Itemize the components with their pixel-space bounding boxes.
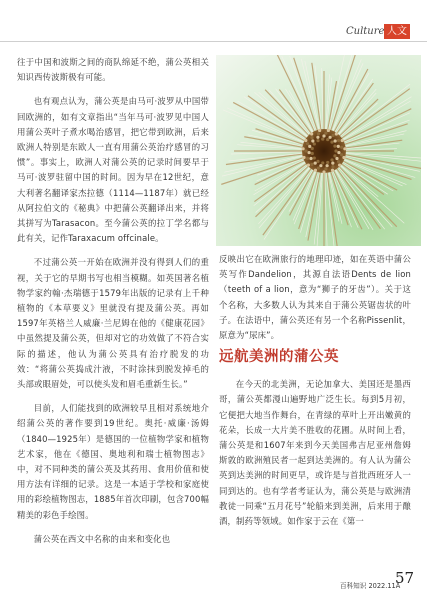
seed-dot [310, 136, 313, 139]
seed-dot [313, 156, 316, 159]
seed-dot [341, 139, 344, 142]
seed-dot [337, 139, 340, 142]
seed-dot [319, 164, 322, 167]
right-intro-paragraph: 反映出它在欧洲旅行的地理印迹，如在英语中蒲公英写作Dandelion，其源自法语Dents de lion（teeth of a lion，意为“狮子的牙齿”）。关于这个名称，大多数人认为其来自于蒲公英锯齿状的叶子。在法语中，蒲公英还有另一个名称Pissenlit，原意为“尿床”。 [219, 254, 411, 341]
seed-dot [314, 162, 317, 165]
page-number: 57 [395, 569, 415, 587]
seed-dot [306, 142, 309, 145]
seed-dot [322, 170, 325, 173]
seed-dot [321, 137, 324, 140]
seed-dot [316, 136, 319, 139]
right-text-column [219, 252, 411, 529]
seed-dot [340, 153, 343, 156]
left-text-column [17, 55, 209, 547]
left-paragraph-5: 蒲公英在西文中名称的由来和变化也 [33, 533, 171, 544]
seed-dot [337, 160, 340, 163]
seed-dot [334, 149, 337, 152]
right-body-paragraph: 在今天的北美洲，无论加拿大、美国还是墨西哥，蒲公英都漫山遍野地广泛生长。每到5月初，它便把大地当作舞台，在青绿的草叶上开出嫩黄的花朵，长成一大片美不胜收的花圃。从时间上看，蒲公英是和1607年来到今天美国弗吉尼亚州詹姆斯敦的欧洲殖民者一起到达美洲的。有人认为蒲公英到达美洲的时间更早，或许是与首批西班牙人一同到达的。也有学者考证认为，蒲公英是与欧洲清教徒一同乘“五月花号”轮船来到美洲，后来用于酿酒，制药等领域。如作家于云在《第一 [219, 379, 411, 527]
seed-dot [322, 134, 325, 137]
paragraph-gap [17, 392, 209, 401]
seed-dot [311, 139, 314, 142]
seed-dot [310, 163, 313, 166]
section-label-english: Culture [346, 26, 385, 37]
seed-dot [326, 138, 329, 141]
paragraph-gap [17, 85, 209, 94]
dandelion-photo [216, 55, 421, 246]
seed-dot [302, 147, 305, 150]
seed-dot [314, 169, 317, 172]
seed-dot [331, 134, 334, 137]
paragraph-gap [17, 246, 209, 255]
seed-dot [304, 139, 307, 142]
seed-dot [342, 156, 345, 159]
header-divider [0, 41, 427, 42]
seed-dot [302, 156, 305, 159]
seed-dot [316, 160, 319, 163]
seed-dot [311, 152, 314, 155]
seed-dot [317, 167, 320, 170]
seed-dot [318, 129, 321, 132]
seed-dot [304, 149, 307, 152]
seed-dot [324, 131, 327, 134]
seed-dot [326, 161, 329, 164]
seed-dot [343, 147, 346, 150]
seed-dot [335, 157, 338, 160]
seed-dot [311, 147, 314, 150]
seed-dot [331, 162, 334, 165]
seed-dot [334, 139, 337, 142]
magazine-footer: 百科知识 2022.11A [340, 582, 401, 590]
seed-dot [308, 145, 311, 148]
seed-dot [307, 151, 310, 154]
seed-dot [309, 157, 312, 160]
seed-dot [333, 154, 336, 157]
seed-dot [327, 129, 330, 132]
seed-dot [329, 136, 332, 139]
seed-dot [310, 132, 313, 135]
seed-dot [326, 164, 329, 167]
seed-dot [316, 139, 319, 142]
left-paragraph-3: 不过蒲公英一开始在欧洲并没有得到人们的重视，关于它的早期书写也相当模糊。如英国著名植物学家约翰·杰瑞德于1579年出版的记录有上千种植物的《本草要义》里就没有提及蒲公英。再如1597年英格兰人威廉·兰尼姆在他的《健康花园》中虽然提及蒲公英，但却对它的功效做了不符合实际的描述，他认为蒲公英具有治疗脱发的功效：“将蒲公英捣成汁液，不时涂抹到脱发掉毛的头部或眼眉处，可以使头发和眉毛重新生长。” [17, 257, 209, 390]
seed-dot [337, 145, 340, 148]
seed-dot [307, 163, 310, 166]
seed-dot [331, 165, 334, 168]
seed-dot [333, 145, 336, 148]
paragraph-gap [17, 523, 209, 532]
seed-dot [335, 132, 338, 135]
section-heading: 远航美洲的蒲公英 [219, 348, 339, 366]
section-label-chinese: 人文 [384, 24, 410, 39]
seed-dot [313, 142, 316, 145]
seed-dot [331, 169, 334, 172]
seed-dot [324, 167, 327, 170]
seed-dot [330, 158, 333, 161]
left-paragraph-4: 目前，人们能找到的欧洲较早且相对系统地介绍蒲公英的著作要到19世纪。奥托·威廉·汤姆（1840—1925年）是德国的一位植物学家和植物艺术家，他在《德国、奥地利和瑞士植物图志》中，对不同种类的蒲公英及其药用、食用价值和使用方法有详细的记录。这是一本适于学校和家庭使用的彩绘植物图志，1885年首次印刷，包含700幅精美的彩色手绘图。 [17, 403, 209, 520]
dandelion-seed-head-image [216, 55, 421, 246]
seed-dot [330, 140, 333, 143]
seed-dot [306, 157, 309, 160]
seed-dot [338, 163, 341, 166]
left-paragraph-1: 往于中国和波斯之间的商队绵延不绝，蒲公英相关知识西传波斯极有可能。 [17, 57, 209, 83]
seed-dot [321, 161, 324, 164]
seed-dot [340, 146, 343, 149]
seed-dot [317, 132, 320, 135]
page-header [0, 0, 427, 40]
left-paragraph-2: 也有观点认为，蒲公英是由马可·波罗从中国带回欧洲的，如有文章指出“当年马可·波罗见中国人用蒲公英叶子煮水喝治感冒，把它带到欧洲，后来欧洲人特别是东欧人一直有用蒲公英治疗感冒的习惯”。事实上，欧洲人对蒲公英的记录时间要早于马可·波罗驻留中国的时间。因为早在12世纪，意大利著名翻译家杰拉德（1114—1187年）就已经从阿拉伯文的《秘典》中把蒲公英翻译出来，并将其拼写为Tarasacon。至今蒲公英的拉丁学名都与此有关，记作Taraxacum offcinale。 [17, 96, 209, 244]
seed-dot [337, 151, 340, 154]
